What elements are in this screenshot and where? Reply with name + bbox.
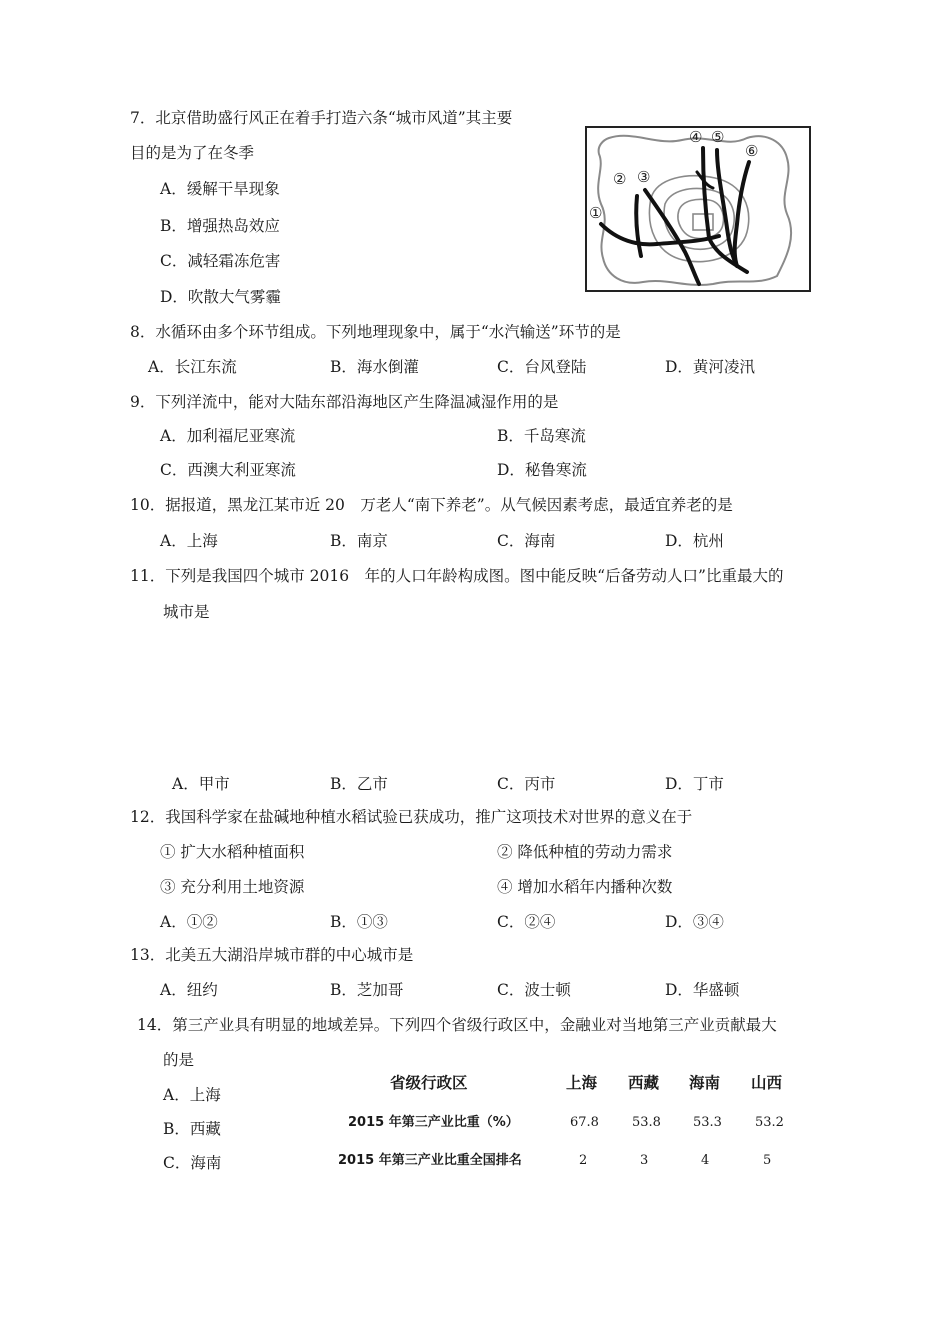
q12-stem: 12．我国科学家在盐碱地种植水稻试验已获成功，推广这项技术对世界的意义在于 (130, 808, 693, 826)
q8-option-b: B．海水倒灌 (330, 358, 419, 376)
q7-option-b: B．增强热岛效应 (160, 217, 280, 235)
q8-option-d: D．黄河凌汛 (665, 358, 755, 376)
table-row2-label: 2015 年第三产业比重全国排名 (338, 1153, 522, 1168)
q8-option-a: A．长江东流 (148, 358, 237, 376)
label-circle-6: ⑥ (745, 142, 759, 160)
table-header-xizang: 西藏 (628, 1074, 660, 1092)
q10-stem: 10．据报道，黑龙江某市近 20 万老人“南下养老”。从气候因素考虑，最适宜养老的是 (130, 496, 733, 514)
q12-option-b: B．①③ (330, 913, 388, 931)
label-circle-3: ③ (637, 168, 651, 186)
label-circle-2: ② (613, 170, 627, 188)
city-wind-corridor-map (585, 126, 811, 292)
q12-item-3: ③ 充分利用土地资源 (160, 878, 305, 896)
q7-option-a: A．缓解干旱现象 (160, 180, 280, 198)
table-header-shanxi: 山西 (751, 1074, 783, 1092)
q7-stem-line1: 7．北京借助盛行风正在着手打造六条“城市风道”其主要 (130, 109, 513, 127)
q13-option-b: B．芝加哥 (330, 981, 404, 999)
table-row2-shanghai: 2 (579, 1153, 588, 1168)
q10-option-a: A．上海 (160, 532, 218, 550)
table-row1-xizang: 53.8 (632, 1115, 661, 1130)
q9-option-b: B．千岛寒流 (497, 427, 586, 445)
table-row2-shanxi: 5 (763, 1153, 772, 1168)
table-header-hainan: 海南 (689, 1074, 721, 1092)
label-circle-1: ① (589, 204, 603, 222)
q14-option-b: B．西藏 (163, 1120, 221, 1138)
q8-option-c: C．台风登陆 (497, 358, 587, 376)
q10-option-d: D．杭州 (665, 532, 724, 550)
q9-stem: 9．下列洋流中，能对大陆东部沿海地区产生降温减湿作用的是 (130, 393, 559, 411)
corridor-1-line (601, 224, 719, 244)
label-circle-5: ⑤ (711, 128, 725, 146)
q14-stem-line2: 的是 (163, 1051, 195, 1069)
q12-option-c: C．②④ (497, 913, 556, 931)
q8-stem: 8．水循环由多个环节组成。下列地理现象中，属于“水汽输送”环节的是 (130, 323, 621, 341)
q12-item-2: ② 降低种植的劳动力需求 (497, 843, 673, 861)
q12-item-4: ④ 增加水稻年内播种次数 (497, 878, 673, 896)
q13-option-d: D．华盛顿 (665, 981, 740, 999)
q10-option-c: C．海南 (497, 532, 556, 550)
q12-option-a: A．①② (160, 913, 218, 931)
q14-stem-line1: 14．第三产业具有明显的地域差异。下列四个省级行政区中，金融业对当地第三产业贡献最大 (137, 1016, 777, 1034)
q11-option-b: B．乙市 (330, 775, 388, 793)
label-circle-4: ④ (689, 128, 703, 146)
corridor-2-line (636, 196, 641, 256)
q13-stem: 13．北美五大湖沿岸城市群的中心城市是 (130, 946, 414, 964)
q9-option-a: A．加利福尼亚寒流 (160, 427, 296, 445)
table-row1-shanxi: 53.2 (755, 1115, 784, 1130)
table-row1-shanghai: 67.8 (570, 1115, 599, 1130)
q13-option-c: C．波士顿 (497, 981, 571, 999)
q11-option-a: A．甲市 (172, 775, 230, 793)
q9-option-c: C．西澳大利亚寒流 (160, 461, 296, 479)
table-row1-label: 2015 年第三产业比重（%） (348, 1115, 519, 1130)
q7-stem-line2: 目的是为了在冬季 (130, 144, 255, 162)
q12-option-d: D．③④ (665, 913, 724, 931)
q10-option-b: B．南京 (330, 532, 388, 550)
q14-option-a: A．上海 (163, 1086, 221, 1104)
q11-stem-line2: 城市是 (163, 603, 210, 621)
wind-corridor-map-drawing (587, 128, 809, 290)
q9-option-d: D．秘鲁寒流 (497, 461, 587, 479)
q11-option-c: C．丙市 (497, 775, 556, 793)
q12-item-1: ① 扩大水稻种植面积 (160, 843, 305, 861)
outer-boundary-line (598, 136, 791, 285)
q13-option-a: A．纽约 (160, 981, 218, 999)
table-row2-hainan: 4 (701, 1153, 710, 1168)
q7-option-c: C．减轻霜冻危害 (160, 252, 281, 270)
q7-option-d: D．吹散大气雾霾 (160, 288, 281, 306)
q11-stem-line1: 11．下列是我国四个城市 2016 年的人口年龄构成图。图中能反映“后备劳动人口”比重最大的 (130, 567, 784, 585)
corridor-6-line (735, 162, 749, 266)
city-core (693, 214, 713, 230)
table-row2-xizang: 3 (640, 1153, 649, 1168)
table-row1-hainan: 53.3 (693, 1115, 722, 1130)
q14-option-c: C．海南 (163, 1154, 222, 1172)
q11-option-d: D．丁市 (665, 775, 724, 793)
ring-road-inner (678, 199, 724, 238)
table-header-shanghai: 上海 (566, 1074, 598, 1092)
table-header-region: 省级行政区 (390, 1074, 468, 1092)
